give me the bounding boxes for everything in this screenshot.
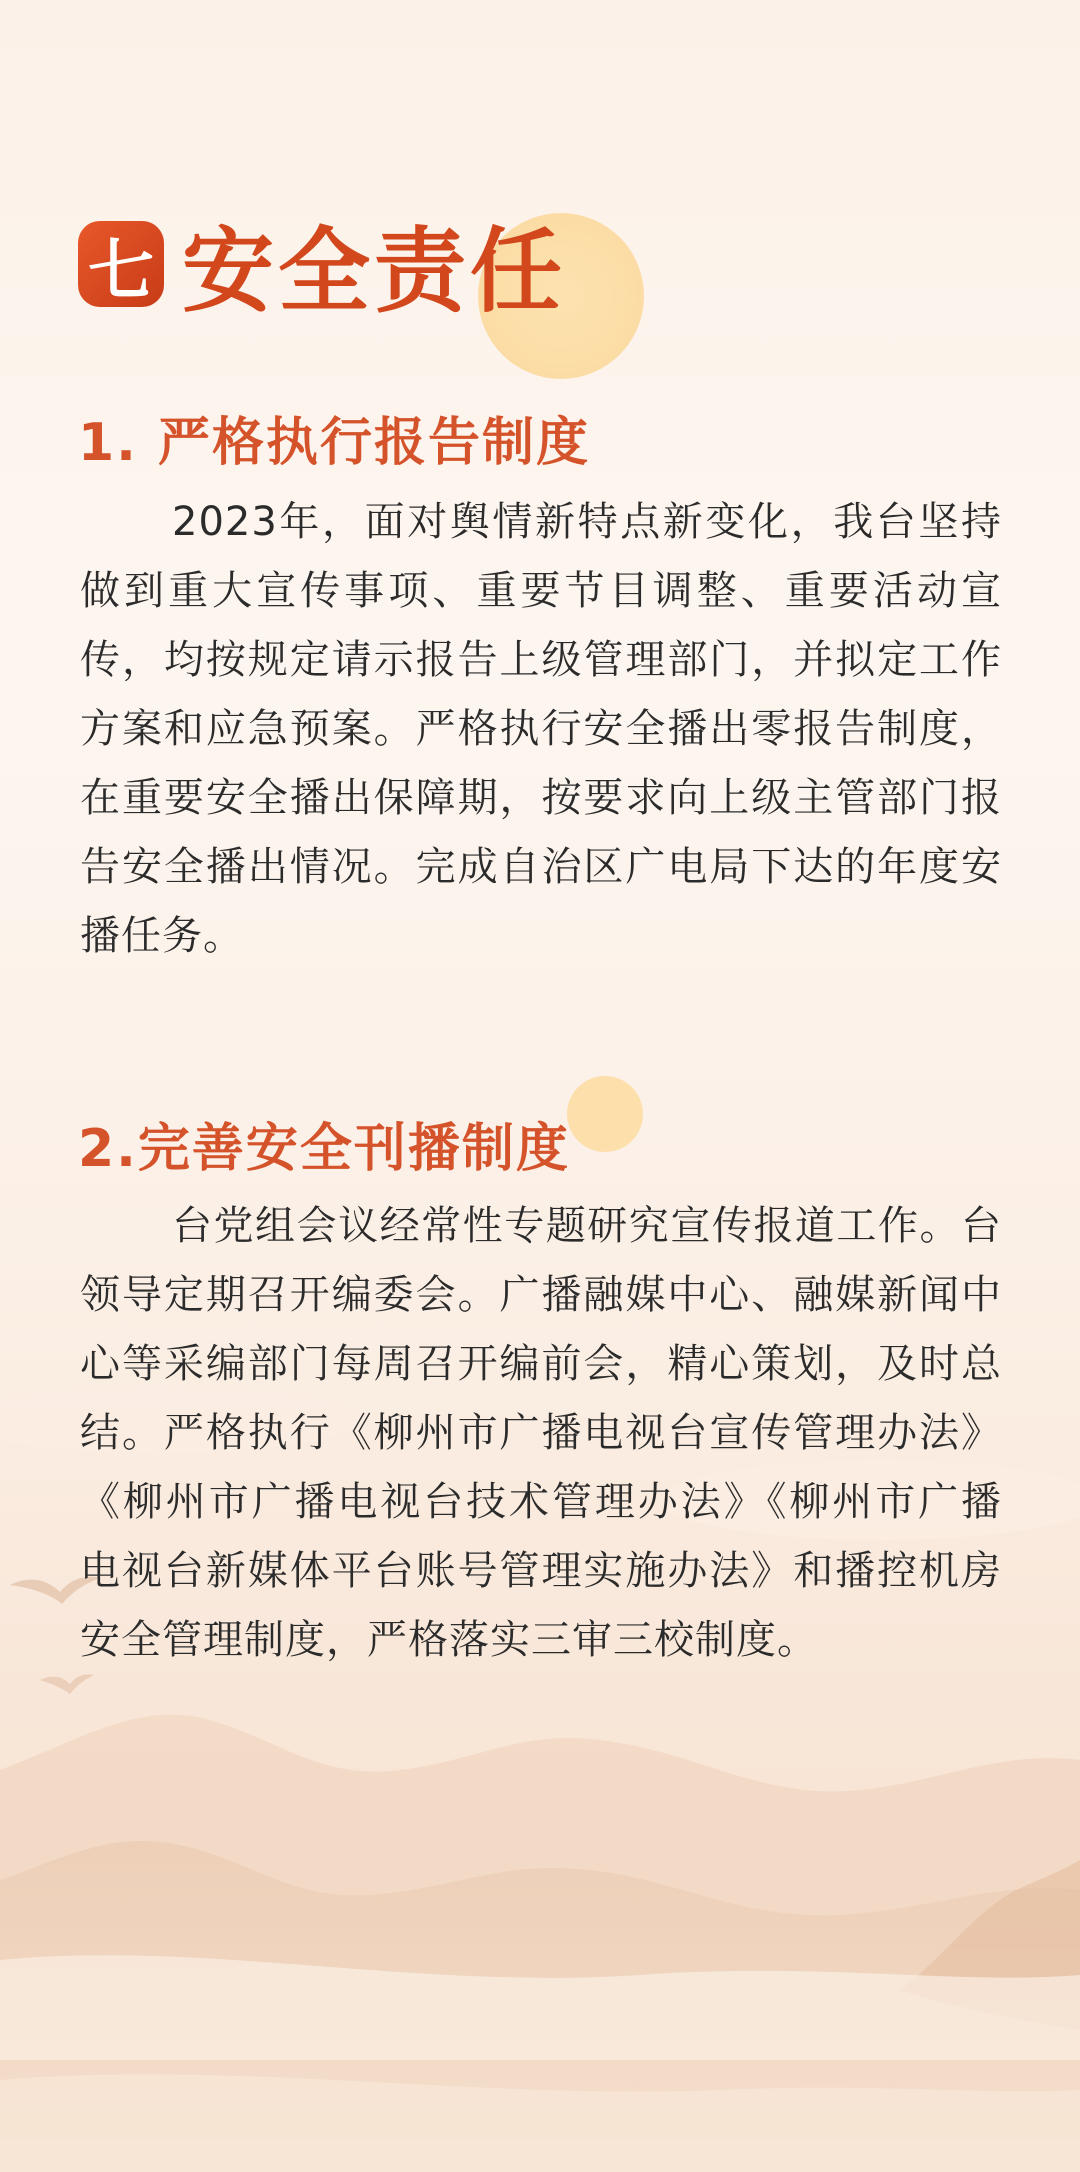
section-heading — [78, 214, 567, 325]
item-heading-broadcast-system: 2.完善安全刊播制度 — [78, 1119, 570, 1179]
item-heading-report-system: 1. 严格执行报告制度 — [78, 413, 591, 473]
section-number-badge: 七 — [78, 221, 164, 307]
section-title: 安全责任 — [182, 217, 567, 325]
decorative-sun-small — [567, 1076, 643, 1152]
item-body-broadcast-system: 台党组会议经常性专题研究宣传报道工作。台领导定期召开编委会。广播融媒中心、融媒新闻中心等采编部门每周召开编前会，精心策划，及时总结。严格执行《柳州市广播电视台宣传管理办法》《柳州市广播电视台技术管理办法》《柳州市广播电视台新媒体平台账号管理实施办法》和播控机房安全管理制度，严格落实三审三校制度。 — [80, 1203, 1002, 1663]
item-body-report-system: 2023年，面对舆情新特点新变化，我台坚持做到重大宣传事项、重要节目调整、重要活动宣传，均按规定请示报告上级管理部门，并拟定工作方案和应急预案。严格执行安全播出零报告制度，在重要安全播出保障期，按要求向上级主管部门报告安全播出情况。完成自治区广电局下达的年度安播任务。 — [80, 499, 1002, 959]
